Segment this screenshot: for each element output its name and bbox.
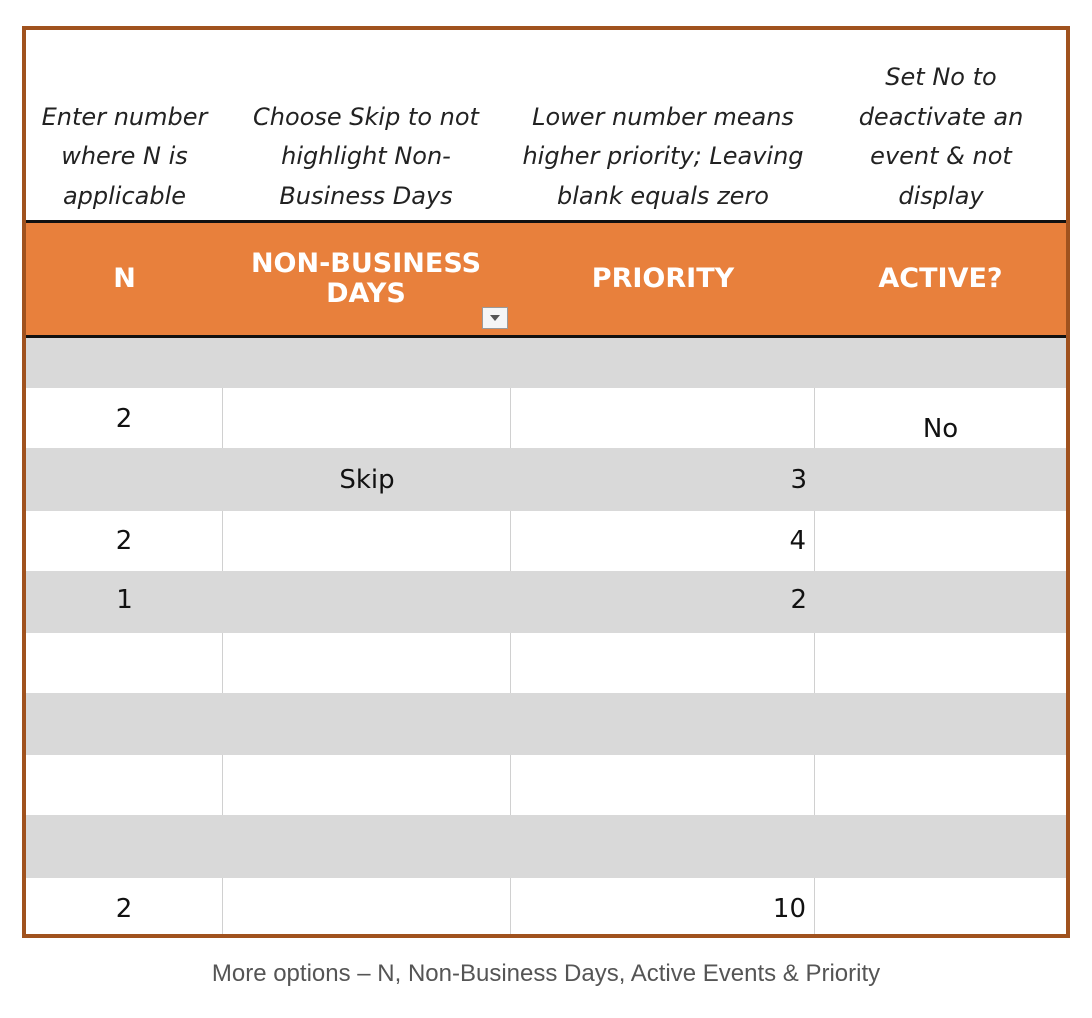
hint-n: Enter number where N is applicable bbox=[41, 102, 208, 210]
header-n[interactable]: N bbox=[113, 263, 136, 294]
figure-caption: More options – N, Non-Business Days, Active Events & Priority bbox=[211, 960, 881, 987]
table-row bbox=[26, 448, 1066, 511]
table-row bbox=[26, 693, 1066, 755]
header-non-business-days[interactable]: NON-BUSINESS DAYS bbox=[250, 248, 482, 309]
cell-priority[interactable] bbox=[511, 755, 815, 815]
cell-non-business-days[interactable] bbox=[223, 388, 511, 448]
cell-non-business-days[interactable]: Skip bbox=[339, 464, 395, 495]
cell-priority[interactable] bbox=[511, 338, 815, 388]
header-row bbox=[26, 223, 1066, 338]
cell-priority[interactable] bbox=[511, 633, 815, 693]
cell-active[interactable] bbox=[815, 511, 1066, 571]
cell-priority[interactable] bbox=[511, 693, 815, 755]
cell-active[interactable] bbox=[815, 693, 1066, 755]
cell-priority[interactable]: 4 bbox=[511, 511, 815, 571]
table-row bbox=[26, 338, 1066, 388]
cell-n[interactable] bbox=[26, 815, 223, 878]
table-row bbox=[26, 878, 1066, 938]
header-active[interactable]: ACTIVE? bbox=[878, 263, 1003, 294]
cell-non-business-days[interactable] bbox=[223, 755, 511, 815]
header-priority[interactable]: PRIORITY bbox=[591, 263, 735, 294]
cell-n[interactable]: 2 bbox=[26, 511, 223, 571]
cell-n[interactable] bbox=[26, 755, 223, 815]
cell-active[interactable] bbox=[815, 755, 1066, 815]
cell-active[interactable] bbox=[815, 338, 1066, 388]
cell-n[interactable] bbox=[26, 693, 223, 755]
cell-n[interactable] bbox=[26, 633, 223, 693]
cell-active[interactable] bbox=[815, 633, 1066, 693]
hint-active: Set No to deactivate an event & not display bbox=[858, 63, 1024, 210]
cell-non-business-days[interactable] bbox=[223, 693, 511, 755]
cell-non-business-days[interactable] bbox=[223, 511, 511, 571]
hint-non-business-days: Choose Skip to not highlight Non-Business Days bbox=[253, 102, 479, 210]
table-row bbox=[26, 388, 1066, 448]
cell-active[interactable] bbox=[815, 571, 1066, 633]
cell-priority[interactable] bbox=[511, 388, 815, 448]
cell-non-business-days[interactable] bbox=[223, 633, 511, 693]
cell-active[interactable] bbox=[815, 878, 1066, 938]
table-row bbox=[26, 571, 1066, 633]
cell-non-business-days[interactable] bbox=[223, 571, 511, 633]
cell-priority[interactable]: 10 bbox=[511, 878, 815, 938]
table-row bbox=[26, 755, 1066, 815]
cell-priority[interactable]: 2 bbox=[790, 585, 807, 615]
table-row bbox=[26, 815, 1066, 878]
hint-priority: Lower number means higher priority; Leaving blank equals zero bbox=[522, 102, 804, 210]
cell-n[interactable]: 2 bbox=[26, 388, 223, 448]
spreadsheet-table bbox=[22, 26, 1070, 938]
cell-non-business-days[interactable] bbox=[223, 338, 511, 388]
table-body bbox=[26, 338, 1066, 938]
cell-active[interactable] bbox=[815, 448, 1066, 511]
instruction-row bbox=[26, 30, 1066, 223]
dropdown-arrow-icon bbox=[489, 314, 501, 322]
cell-non-business-days[interactable] bbox=[223, 815, 511, 878]
cell-active[interactable]: No bbox=[922, 414, 959, 444]
cell-non-business-days[interactable] bbox=[223, 878, 511, 938]
table-row bbox=[26, 511, 1066, 571]
cell-n[interactable] bbox=[26, 338, 223, 388]
cell-n[interactable]: 2 bbox=[26, 878, 223, 938]
cell-n[interactable] bbox=[26, 448, 223, 511]
cell-n[interactable]: 1 bbox=[116, 585, 133, 615]
cell-priority[interactable]: 3 bbox=[790, 464, 807, 495]
cell-priority[interactable] bbox=[511, 815, 815, 878]
cell-active[interactable] bbox=[815, 815, 1066, 878]
table-row bbox=[26, 633, 1066, 693]
filter-dropdown-button[interactable] bbox=[482, 307, 508, 329]
